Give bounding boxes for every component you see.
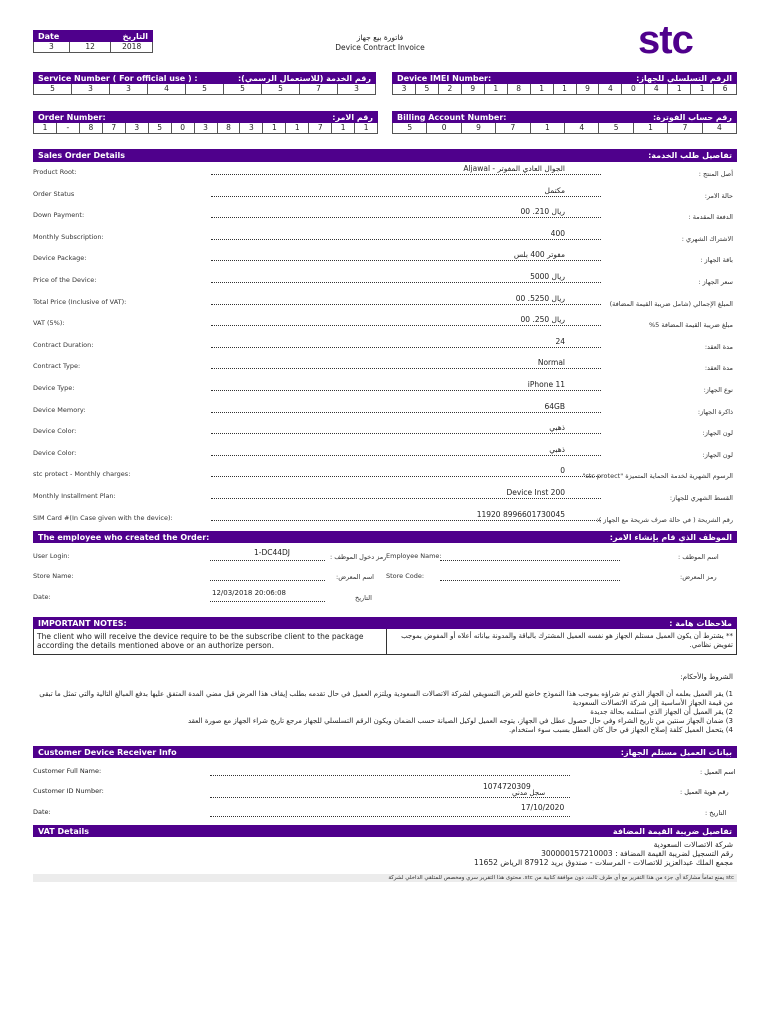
sales-row-value: ريال 210. 00 [520, 207, 565, 217]
page-title-ar: فاتورة بيع جهاز [356, 33, 404, 42]
sales-row-value: الجوال العادي المفوتر - Aljawal [463, 164, 565, 173]
sales-row-value: ريال 5250. 00 [515, 293, 565, 303]
sales-row-label-ar: مبلغ ضريبة القيمة المضافة 5% [648, 321, 733, 330]
order-number-label-ar: رقم الامر: [332, 112, 373, 122]
sales-row-line [211, 239, 601, 240]
receiver-date-label: Date: [33, 808, 51, 816]
sales-row-line [211, 174, 601, 175]
notes-ar: ** يشترط أن يكون العميل مستلم الجهاز هو نفسه العميل المشترك بالباقة والمدونة بياناته أعلاه أو المفوض بموجب تفويض نظامي. [401, 632, 733, 649]
sales-row-line [211, 412, 601, 413]
notes-en: The client who will receive the device require to be the subscribe client to the package according the details mentioned above or an authorize person. [37, 632, 364, 650]
order-number-digit: 8 [80, 123, 103, 134]
imei-digit: 1 [554, 84, 577, 95]
sales-row-label: Order Status [33, 189, 75, 198]
sales-order-title-ar: تفاصيل طلب الخدمة: [648, 151, 732, 160]
imei-label: Device IMEI Number: [397, 73, 492, 83]
service-number-label: Service Number ( For official use ) : [38, 73, 198, 83]
billing-account-digits [392, 123, 737, 134]
sales-row-value: Device Inst 200 [506, 488, 565, 497]
vat-company: شركة الاتصالات السعودية [653, 840, 733, 849]
sales-row [33, 252, 733, 272]
sales-row-label: SIM Card #(In Case given with the device): [33, 513, 173, 522]
service-number-digit: 5 [33, 84, 72, 95]
receiver-id-type: سجل مدني [512, 789, 546, 797]
store-code-label-ar: رمز المعرض: [680, 573, 717, 581]
order-number-digit: 0 [172, 123, 195, 134]
date-header [33, 30, 153, 42]
vat-address-line [474, 858, 733, 867]
imei-digit: 4 [645, 84, 668, 95]
sales-order-title: Sales Order Details [38, 151, 126, 160]
order-number-digit: 3 [240, 123, 263, 134]
sales-row-label: Down Payment: [33, 211, 85, 220]
sales-row-value: مفوتر 400 بلس [513, 250, 565, 260]
sales-row-label-ar: باقة الجهاز : [700, 256, 733, 265]
imei-label-ar: الرقم التسلسلي للجهاز: [636, 73, 732, 83]
vat-postal: 11652 [474, 858, 498, 867]
service-number-digit: 5 [186, 84, 224, 95]
order-number-digit: 5 [149, 123, 172, 134]
sales-row [33, 360, 733, 380]
billing-account-digit: 5 [392, 123, 427, 134]
receiver-title: Customer Device Receiver Info [38, 747, 177, 757]
vat-address: مجمع الملك عبدالعزيز للاتصالات - المرسلات - صندوق بريد [550, 858, 733, 867]
stc-logo: stc [638, 18, 693, 62]
notes-title-ar: ملاحظات هامة : [669, 618, 732, 628]
receiver-date-value: 17/10/2020 [521, 803, 565, 812]
receiver-title-ar: بيانات العميل مستلم الجهاز: [620, 747, 732, 757]
sales-row [33, 382, 733, 402]
service-number-digit: 4 [148, 84, 186, 95]
sales-row-value: 400 [550, 228, 565, 238]
service-number-box [33, 72, 376, 95]
sales-order-header [33, 149, 737, 162]
sales-row-label: Device Color: [33, 448, 77, 457]
receiver-id-label: Customer ID Number: [33, 787, 104, 795]
order-number-digit: 1 [263, 123, 286, 134]
billing-account-digit: 7 [496, 123, 530, 134]
service-number-digit: 5 [262, 84, 300, 95]
sales-row-label-ar: رقم الشريحة ( في حالة صرف شريحة مع الجهاز ): [596, 515, 733, 524]
order-number-digit: 1 [286, 123, 309, 134]
order-number-digit: 7 [103, 123, 126, 134]
date-label-ar: التاريخ [122, 31, 148, 41]
sales-row-value: 24 [555, 336, 565, 346]
imei-digit: 6 [714, 84, 737, 95]
imei-digit: 9 [577, 84, 600, 95]
imei-digit: 0 [622, 84, 645, 95]
sales-row-label: VAT (5%): [33, 319, 65, 328]
date-month: 12 [70, 42, 112, 53]
billing-account-digit: 7 [668, 123, 702, 134]
order-number-digit: 7 [309, 123, 332, 134]
vat-po-box: 87912 [524, 858, 549, 867]
sales-row [33, 509, 733, 532]
terms-item: 3) ضمان الجهاز سنتين من تاريخ الشراء وفي حال حصول عطل في الجهاز، يتوجه العميل لوكيل الصيانة حسب الضمان ويكون الرقم التسلسلي للجهاز مرجع تاريخ شراء الجهاز مع صورة العقد [187, 717, 733, 725]
terms-item: 2) يقر العميل أن الجهاز الذي استلمه بحالة جديدة [590, 708, 733, 716]
date-day: 3 [33, 42, 70, 53]
sales-row-label-ar: الاشتراك الشهري : [681, 234, 733, 243]
sales-row-label-ar: الدفعة المقدمة : [688, 213, 733, 222]
terms-item: 1) يقر العميل بعلمه أن الجهاز الذي تم شراؤه بموجب هذا النموذج خاضع للعرض التسويقي لشركة الاتصالات السعودية ويلتزم العميل في حال تقدمه بطلب إيقاف هذا العرض قبل مضي المدة المتفق عليها بدفع المبالغ التالية والتي تمثل ما تبقى من قيمة الجهاز الأساسية إلى شركة الاتصالات السعودية [39, 690, 733, 707]
employee-title-ar: الموظف الذي قام بإنشاء الامر: [609, 532, 732, 542]
sales-row-label-ar: القسط الشهري للجهاز: [669, 494, 733, 502]
service-number-digits [33, 84, 376, 95]
sales-row-label: Product Root: [33, 168, 77, 176]
imei-box [392, 72, 737, 95]
sales-row-label: Price of the Device: [33, 276, 97, 284]
notes-box [33, 629, 737, 655]
order-number-digit: - [57, 123, 80, 134]
service-number-digit: 3 [110, 84, 148, 95]
vat-city: الرياض [500, 858, 523, 867]
imei-digit: 5 [416, 84, 439, 95]
sales-row-value: ريال 250. 00 [520, 315, 565, 325]
sales-row-line [211, 260, 601, 261]
sales-row-label-ar: ذاكرة الجهاز: [697, 407, 733, 416]
notes-header [33, 617, 737, 629]
imei-digit: 3 [392, 84, 416, 95]
service-number-digit: 3 [72, 84, 110, 95]
sales-row-label: Total Price (Inclusive of VAT): [33, 297, 127, 306]
sales-row-line [211, 476, 601, 477]
sales-row [33, 185, 733, 208]
imei-digit: 1 [668, 84, 691, 95]
sales-row-line [211, 282, 601, 283]
order-number-digit: 1 [332, 123, 355, 134]
employee-header [33, 531, 737, 543]
employee-date-value: 12/03/2018 20:06:08 [212, 589, 287, 597]
receiver-date-label-ar: التاريخ : [705, 809, 727, 817]
employee-date-label-ar: التاريخ [355, 594, 372, 602]
employee-name-label-ar: اسم الموظف : [678, 553, 719, 561]
imei-digit: 1 [485, 84, 508, 95]
page-title [300, 33, 460, 52]
date-label: Date [38, 31, 60, 41]
user-login-value: 1-DC44DJ [254, 548, 291, 557]
sales-row-label: Device Type: [33, 384, 75, 392]
order-number-digits [33, 123, 378, 134]
vat-reg-line [541, 849, 733, 858]
receiver-name-label-ar: اسم العميل : [700, 768, 736, 776]
order-number-digit: 1 [33, 123, 57, 134]
imei-digit: 4 [599, 84, 622, 95]
service-number-digit: 5 [224, 84, 262, 95]
sales-row [33, 425, 733, 445]
sales-row [33, 490, 733, 510]
sales-row-label-ar: مدة العقد: [704, 364, 733, 373]
billing-account-digit: 1 [634, 123, 668, 134]
sales-row [33, 444, 733, 467]
sales-row-label-ar: نوع الجهاز: [703, 386, 733, 394]
sales-row-label-ar: الرسوم الشهرية لخدمة الحماية المتميزة "stc protect" [582, 472, 733, 481]
sales-row-label-ar: حالة الامر: [704, 191, 733, 200]
sales-row [33, 274, 733, 294]
sales-row-line [211, 455, 601, 456]
sales-row-value: مكتمل [544, 185, 565, 195]
store-code-label: Store Code: [386, 572, 425, 580]
imei-digit: 1 [691, 84, 714, 95]
employee-name-label: Employee Name: [386, 552, 442, 560]
date-box [33, 30, 153, 53]
sales-row-line [211, 433, 601, 434]
user-login-label: User Login: [33, 552, 70, 560]
store-name-label-ar: اسم المعرض: [336, 573, 374, 581]
imei-digit: 1 [531, 84, 554, 95]
notes-title: IMPORTANT NOTES: [38, 618, 127, 628]
employee-title: The employee who created the Order: [38, 532, 210, 542]
billing-account-digit: 5 [599, 123, 633, 134]
sales-row-label: Contract Duration: [33, 340, 94, 349]
order-number-digit: 3 [126, 123, 149, 134]
terms-item: 4) يتحمل العميل كلفة إصلاح الجهاز في حال كان العطل بسبب سوء استخدام. [508, 726, 733, 734]
imei-digit: 2 [439, 84, 462, 95]
billing-account-label-ar: رقم حساب الفوترة: [652, 112, 732, 122]
page-title-en: Device Contract Invoice [335, 43, 425, 52]
receiver-id-label-ar: رقم هوية العميل : [680, 788, 729, 796]
sales-row-label-ar: المبلغ الإجمالي (شامل ضريبة القيمة المضافة) [609, 299, 733, 308]
sales-row-value: 64GB [544, 401, 565, 411]
sales-row-label-ar: مدة العقد: [704, 342, 733, 351]
sales-row-value: ذهبي [549, 444, 565, 454]
vat-reg-value: 300000157210003 [541, 849, 613, 858]
vat-title-ar: تفاصيل ضريبة القيمة المضافة [612, 826, 732, 836]
service-number-label-ar: رقم الخدمة (للاستعمال الرسمي): [237, 73, 371, 83]
sales-row-label: stc protect - Monthly charges: [33, 470, 131, 479]
sales-row-value: 8996601730045 11920 [476, 509, 565, 519]
sales-row-line [211, 347, 601, 348]
sales-row [33, 336, 733, 359]
imei-digit: 9 [462, 84, 485, 95]
receiver-name-label: Customer Full Name: [33, 767, 102, 775]
sales-row-label: Monthly Installment Plan: [33, 492, 116, 500]
sales-row-value: ريال 5000 [530, 272, 565, 281]
sales-row-label-ar: لون الجهاز: [702, 429, 733, 438]
order-number-digit: 1 [355, 123, 378, 134]
sales-row-line [211, 325, 601, 326]
receiver-id-value: 1074720309 [483, 782, 531, 791]
sales-row-line [211, 390, 601, 391]
sales-row-label: Monthly Subscription: [33, 232, 104, 241]
sales-row-label: Device Package: [33, 254, 87, 263]
sales-row-value: iPhone 11 [527, 380, 565, 389]
billing-account-digit: 0 [427, 123, 461, 134]
imei-digits [392, 84, 737, 95]
billing-account-digit: 9 [462, 123, 496, 134]
billing-account-label: Billing Account Number: [397, 112, 507, 122]
order-number-box [33, 111, 378, 134]
store-name-label: Store Name: [33, 572, 74, 580]
employee-date-label: Date: [33, 593, 51, 601]
receiver-header [33, 746, 737, 758]
date-year: 2018 [111, 42, 153, 53]
sales-row [33, 468, 733, 488]
order-number-digit: 8 [218, 123, 241, 134]
imei-digit: 8 [508, 84, 531, 95]
sales-row-line [211, 498, 601, 499]
billing-account-digit: 4 [565, 123, 599, 134]
sales-row-label: Device Memory: [33, 405, 86, 414]
billing-account-box [392, 111, 737, 134]
sales-row-label-ar: أصل المنتج : [698, 170, 733, 178]
sales-row [33, 401, 733, 424]
sales-row-value: 0 [560, 466, 565, 476]
sales-row-value: ذهبي [549, 423, 565, 433]
sales-row [33, 317, 733, 337]
sales-row-line [211, 217, 601, 218]
service-number-digit: 3 [338, 84, 376, 95]
vat-footer: stc يمنع تماماً مشاركة أي جزء من هذا التقرير مع أي طرف ثالث، دون موافقة كتابية من stc. محتوى هذا التقرير سري ومخصص للمتلقي الداخلي لشركة [33, 874, 737, 882]
terms-list [33, 690, 733, 735]
billing-account-digit: 1 [531, 123, 565, 134]
sales-row-value: Normal [537, 358, 565, 368]
sales-row-line [211, 304, 601, 305]
sales-row-label-ar: لون الجهاز: [702, 450, 733, 459]
sales-row [33, 209, 733, 229]
sales-row-label: Contract Type: [33, 362, 81, 371]
service-number-digit: 7 [300, 84, 338, 95]
sales-row [33, 228, 733, 251]
billing-account-digit: 4 [703, 123, 737, 134]
sales-row [33, 293, 733, 316]
order-number-label: Order Number: [38, 112, 106, 122]
sales-row [33, 166, 733, 186]
sales-row-line [211, 368, 601, 369]
sales-row-line [211, 520, 601, 521]
order-number-digit: 3 [195, 123, 218, 134]
vat-reg-label: رقم التسجيل لضريبة القيمة المضافة : [615, 849, 733, 858]
sales-row-line [211, 196, 601, 197]
vat-title: VAT Details [38, 826, 89, 836]
vat-header [33, 825, 737, 837]
sales-row-label: Device Color: [33, 427, 77, 436]
sales-row-label-ar: سعر الجهاز : [698, 278, 733, 286]
terms-title: الشروط والأحكام: [680, 673, 733, 681]
user-login-label-ar: رمز دخول الموظف : [330, 553, 387, 561]
